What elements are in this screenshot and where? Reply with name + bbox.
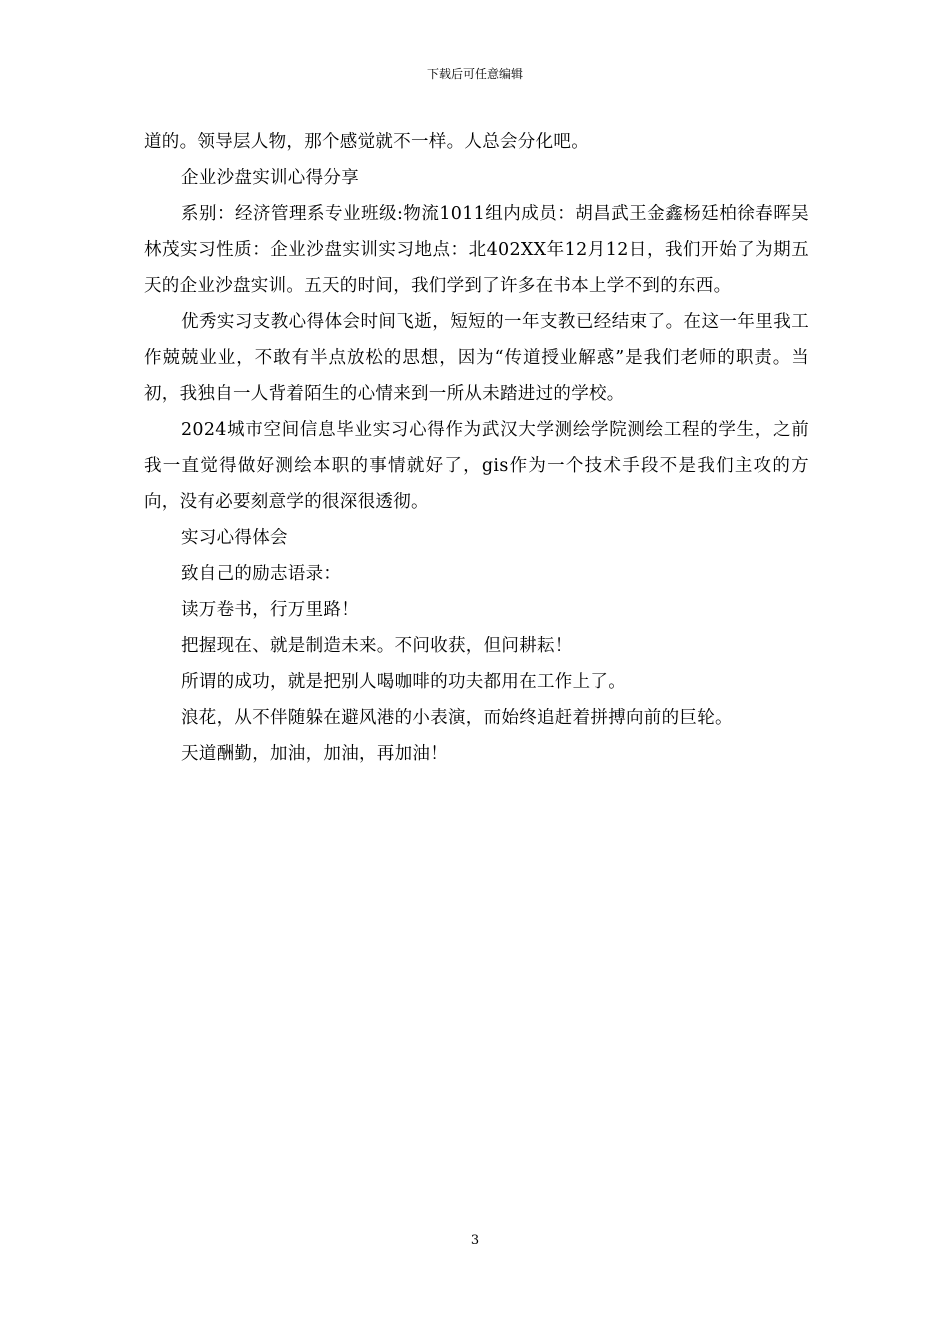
page-number: 3	[470, 1233, 480, 1248]
motto-line: 把握现在、就是制造未来。不问收获，但问耕耘！	[181, 636, 573, 656]
document-body	[144, 124, 809, 772]
page-header: 下载后可任意编辑	[426, 67, 523, 81]
paragraph-motto-intro: 致自己的励志语录：	[181, 564, 342, 584]
motto-line: 所谓的成功，就是把别人喝咖啡的功夫都用在工作上了。	[181, 672, 626, 692]
paragraph-heading-sandtable: 企业沙盘实训心得分享	[181, 168, 359, 188]
motto-line: 天道酬勤，加油，加油，再加油！	[181, 744, 448, 764]
paragraph-continuation: 道的。领导层人物，那个感觉就不一样。人总会分化吧。	[144, 132, 589, 152]
paragraph-heading-internship: 实习心得体会	[181, 528, 288, 548]
paragraph-teaching-experience: 优秀实习支教心得体会时间飞逝，短短的一年支教已经结束了。在这一年里我工作兢兢业业，不敢有半点放松的思想，因为“传道授业解惑”是我们老师的职责。当初，我独自一人背着陌生的心情来到一所从未踏进过的学校。	[144, 312, 809, 404]
motto-line: 浪花，从不伴随躲在避风港的小表演，而始终追赶着拼搏向前的巨轮。	[181, 708, 733, 728]
motto-line: 读万卷书，行万里路！	[181, 600, 359, 620]
paragraph-gis-internship: 2024城市空间信息毕业实习心得作为武汉大学测绘学院测绘工程的学生，之前我一直觉得做好测绘本职的事情就好了，gis作为一个技术手段不是我们主攻的方向，没有必要刻意学的很深很透彻。	[144, 420, 809, 512]
paragraph-sandtable-details: 系别：经济管理系专业班级:物流1011组内成员：胡昌武王金鑫杨廷柏徐春晖吴林茂实习性质：企业沙盘实训实习地点：北402XX年12月12日，我们开始了为期五天的企业沙盘实训。五天的时间，我们学到了许多在书本上学不到的东西。	[144, 204, 809, 296]
